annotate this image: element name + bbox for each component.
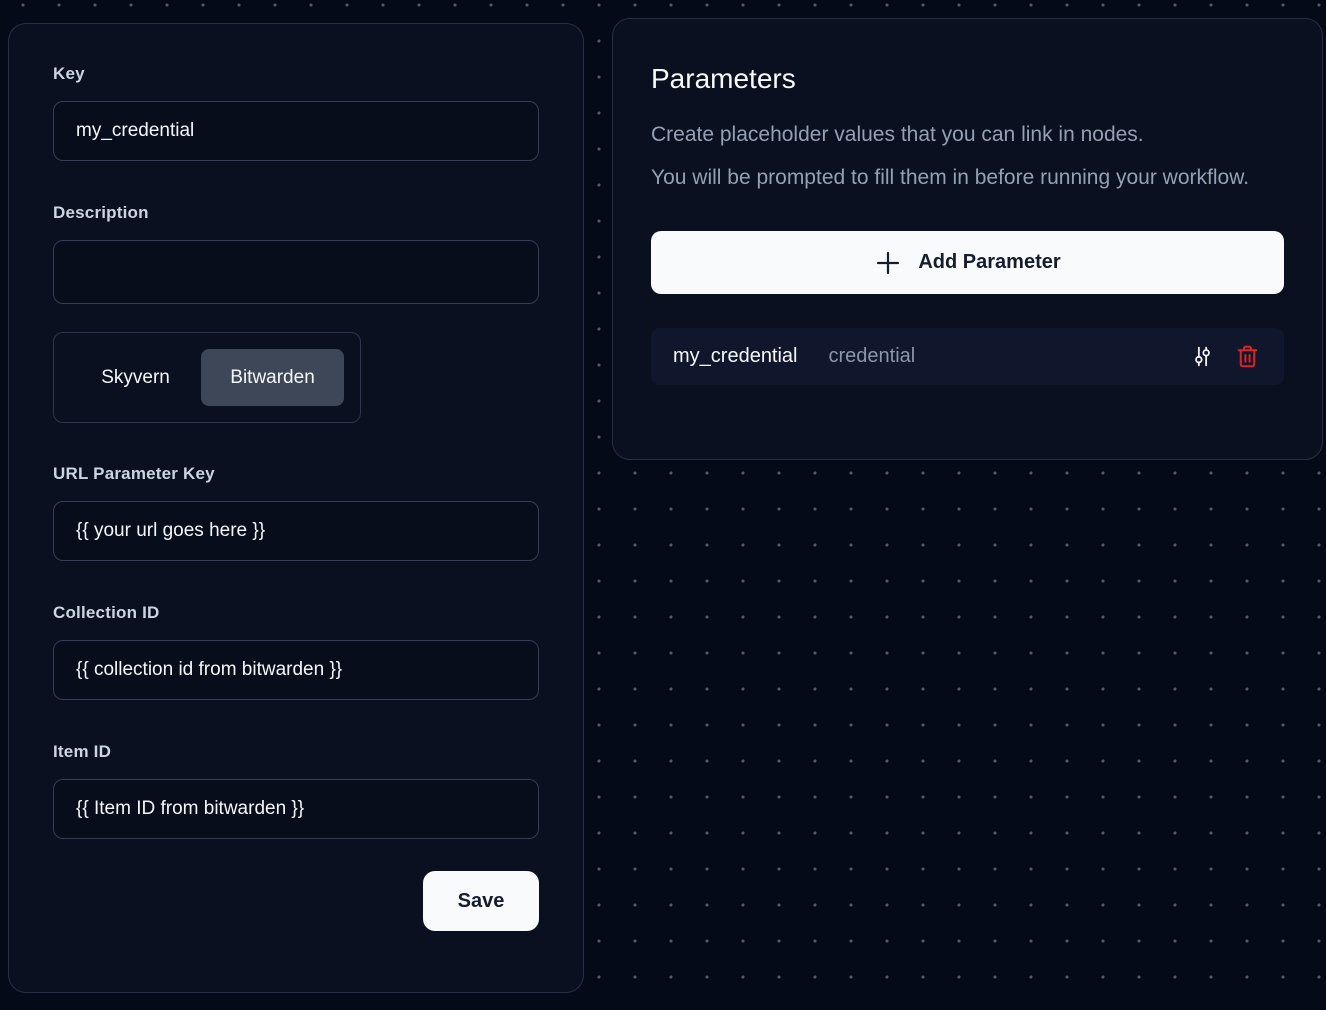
- parameters-panel: [612, 18, 1323, 460]
- collection-id-field: [53, 603, 539, 700]
- credential-editor-panel: [8, 23, 584, 993]
- parameters-subtitle: [651, 113, 1284, 199]
- key-label: Key: [53, 64, 85, 83]
- parameters-subtitle-line1: Create placeholder values that you can link in nodes.: [651, 123, 1144, 146]
- save-button[interactable]: Save: [423, 871, 539, 931]
- key-input[interactable]: [53, 101, 539, 161]
- add-parameter-label: Add Parameter: [918, 251, 1061, 273]
- parameter-row: [651, 328, 1284, 385]
- save-row: [53, 871, 539, 931]
- description-field: [53, 203, 539, 304]
- collection-id-label: Collection ID: [53, 603, 160, 622]
- credential-source-toggle: [53, 332, 361, 423]
- description-label: Description: [53, 203, 149, 222]
- trash-icon: [1235, 344, 1260, 369]
- toggle-option-skyvern[interactable]: Skyvern: [70, 349, 201, 406]
- item-id-field: [53, 742, 539, 839]
- item-id-input[interactable]: [53, 779, 539, 839]
- parameter-key: my_credential: [673, 345, 798, 367]
- toggle-option-bitwarden[interactable]: Bitwarden: [201, 349, 344, 406]
- mixer-vertical-icon: [1190, 344, 1215, 369]
- edit-parameter-button[interactable]: [1190, 344, 1215, 369]
- add-parameter-button[interactable]: [651, 231, 1284, 294]
- item-id-label: Item ID: [53, 742, 112, 761]
- parameter-type: credential: [828, 345, 916, 367]
- key-field: [53, 64, 539, 161]
- url-parameter-key-field: [53, 464, 539, 561]
- url-parameter-key-input[interactable]: [53, 501, 539, 561]
- url-parameter-key-label: URL Parameter Key: [53, 464, 215, 483]
- collection-id-input[interactable]: [53, 640, 539, 700]
- parameters-subtitle-line2: You will be prompted to fill them in before running your workflow.: [651, 166, 1250, 189]
- parameters-title: Parameters: [651, 63, 796, 94]
- description-input[interactable]: [53, 240, 539, 304]
- plus-icon: [874, 249, 902, 277]
- delete-parameter-button[interactable]: [1235, 344, 1260, 369]
